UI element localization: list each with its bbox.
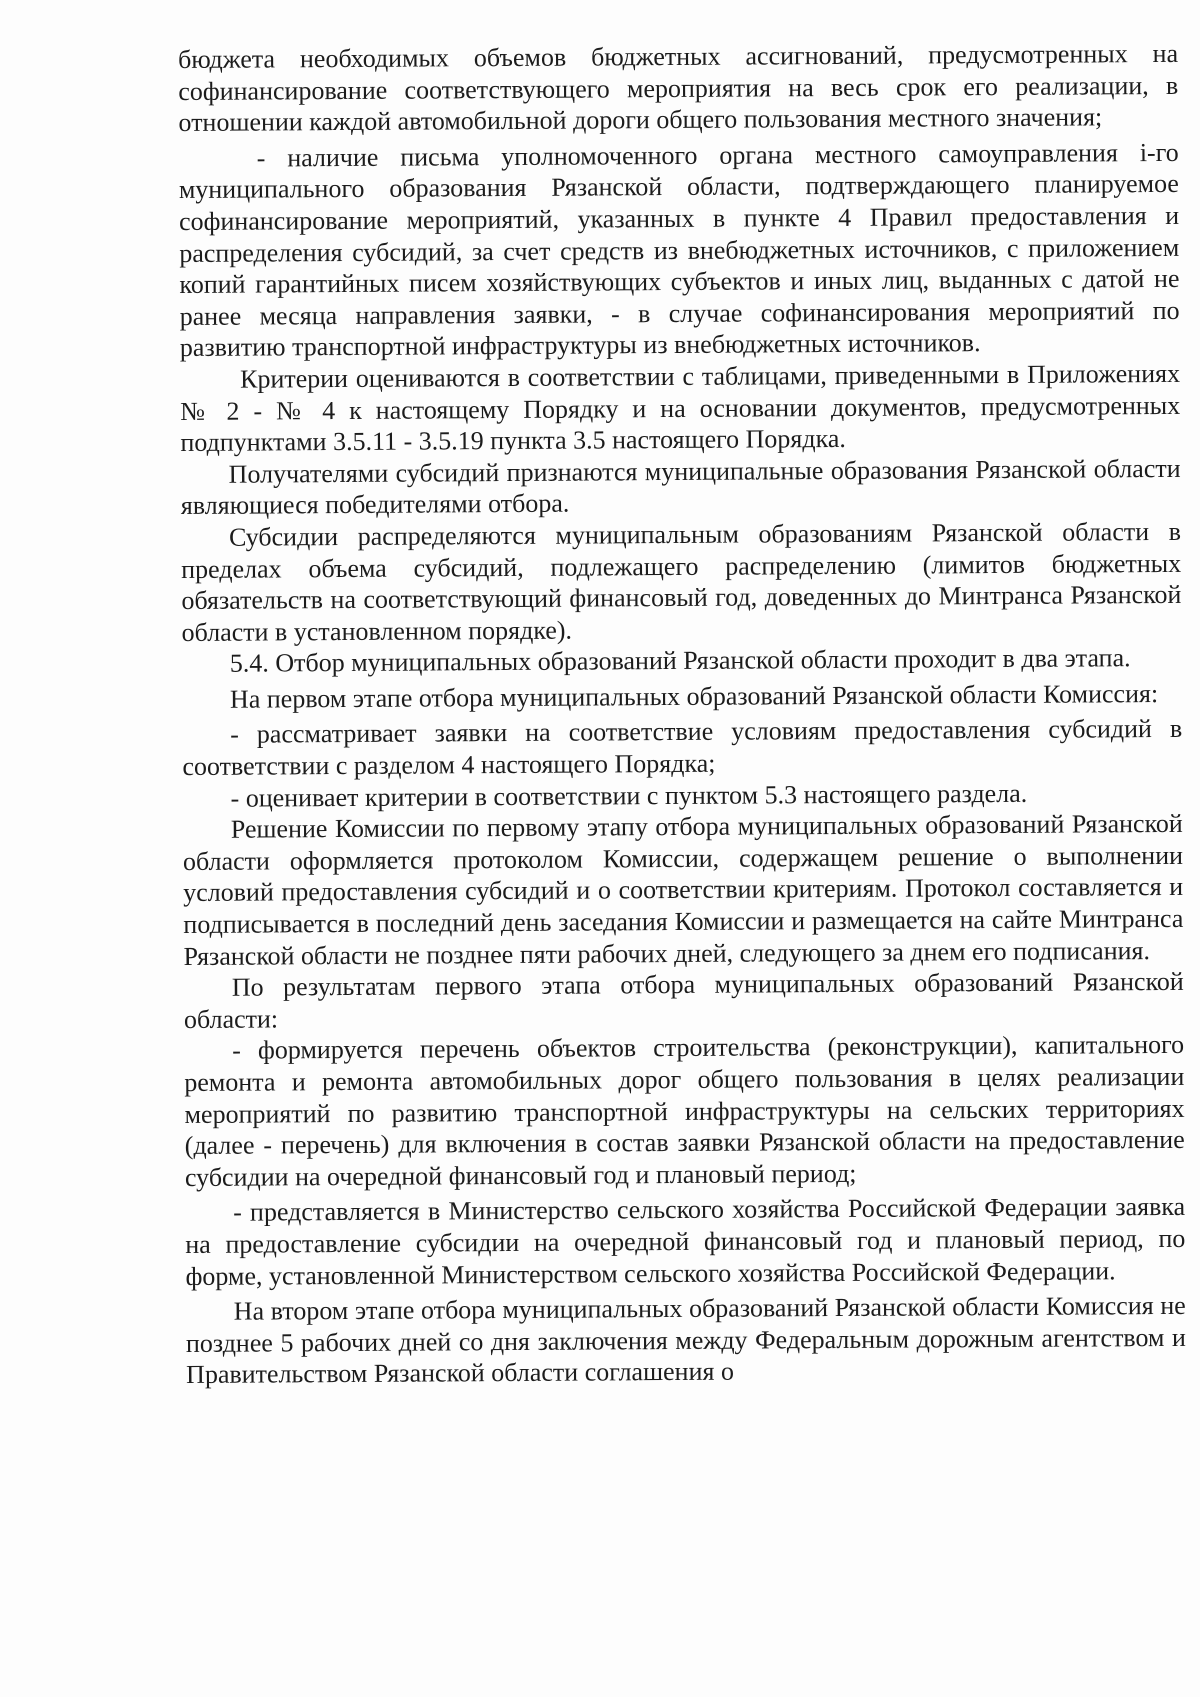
paragraph-section-5-4: 5.4. Отбор муниципальных образований Рязанской области проходит в два этапа.	[229, 643, 1131, 678]
paragraph-second-stage: На втором этапе отбора муниципальных образований Рязанской области Комиссия не позднее 5 рабочих дней со дня заключения между Федеральным дорожным агентством и Правительством Рязанской области соглашения о	[185, 1291, 1187, 1390]
paragraph-budget-continuation: бюджета необходимых объемов бюджетных ассигнований, предусмотренных на софинансирование соответствующего мероприятия на весь срок его реализации, в отношении каждой автомобильной дороги общего пользования местного значения;	[178, 38, 1179, 138]
list-item-reviews-applications: - рассматривает заявки на соответствие условиям предоставления субсидий в соответствии с разделом 4 настоящего Порядка;	[182, 714, 1183, 782]
paragraph-first-stage: На первом этапе отбора муниципальных образований Рязанской области Комиссия:	[229, 678, 1159, 714]
list-item-evaluates-criteria: - оценивает критерии в соответствии с пунктом 5.3 настоящего раздела.	[230, 778, 1028, 813]
paragraph-letter-requirement: - наличие письма уполномоченного органа местного самоуправления i-го муниципального образования Рязанской области, подтверждающего планируемое софинансирование мероприятий, указанных в пункте 4 Правил предоставления и распределения субсидий, за счет средств из внебюджетных источников, с приложением копий гарантийных писем хозяйствующих субъектов и иных лиц, выданных с датой не ранее месяца направления заявки, - в случае софинансирования мероприятий по развитию транспортной инфраструктуры из внебюджетных источников.	[178, 137, 1180, 363]
paragraph-distribution: Субсидии распределяются муниципальным образованиям Рязанской области в пределах объема субсидий, подлежащего распределению (лимитов бюджетных обязательств на соответствующий финансовый год, доведенных до Минтранса Рязанской области в установленном порядке).	[181, 516, 1182, 647]
paragraph-criteria: Критерии оцениваются в соответствии с таблицами, приведенными в Приложениях № 2 - № 4 к настоящему Порядку и на основании документов, предусмотренных подпунктами 3.5.11 - 3.5.19 пункта 3.5 настоящего Порядка.	[180, 358, 1181, 458]
paragraph-first-stage-results: По результатам первого этапа отбора муниципальных образований Рязанской области:	[183, 967, 1184, 1034]
paragraph-recipients: Получателями субсидий признаются муниципальные образования Рязанской области являющиеся победителями отбора.	[180, 453, 1181, 521]
document-body	[178, 38, 1186, 1391]
list-item-forms-list: - формируется перечень объектов строительства (реконструкции), капитального ремонта и ремонта автомобильных дорог общего пользования в целях реализации мероприятий по развитию транспортной инфраструктуры на сельских территориях (далее - перечень) для включения в состав заявки Рязанской области на предоставление субсидии на очередной финансовый год и плановый период;	[184, 1030, 1185, 1192]
list-item-submits-application: - представляется в Министерство сельского хозяйства Российской Федерации заявка на предоставление субсидии на очередной финансовый год и плановый период, по форме, установленной Министерством сельского хозяйства Российской Федерации.	[185, 1192, 1186, 1291]
paragraph-commission-decision: Решение Комиссии по первому этапу отбора муниципальных образований Рязанской области оформляется протоколом Комиссии, содержащем решение о выполнении условий предоставления субсидий и о соответствии критериям. Протокол составляется и подписывается в последний день заседания Комиссии и размещается на сайте Минтранса Рязанской области не позднее пяти рабочих дней, следующего за днем его подписания.	[182, 809, 1184, 971]
